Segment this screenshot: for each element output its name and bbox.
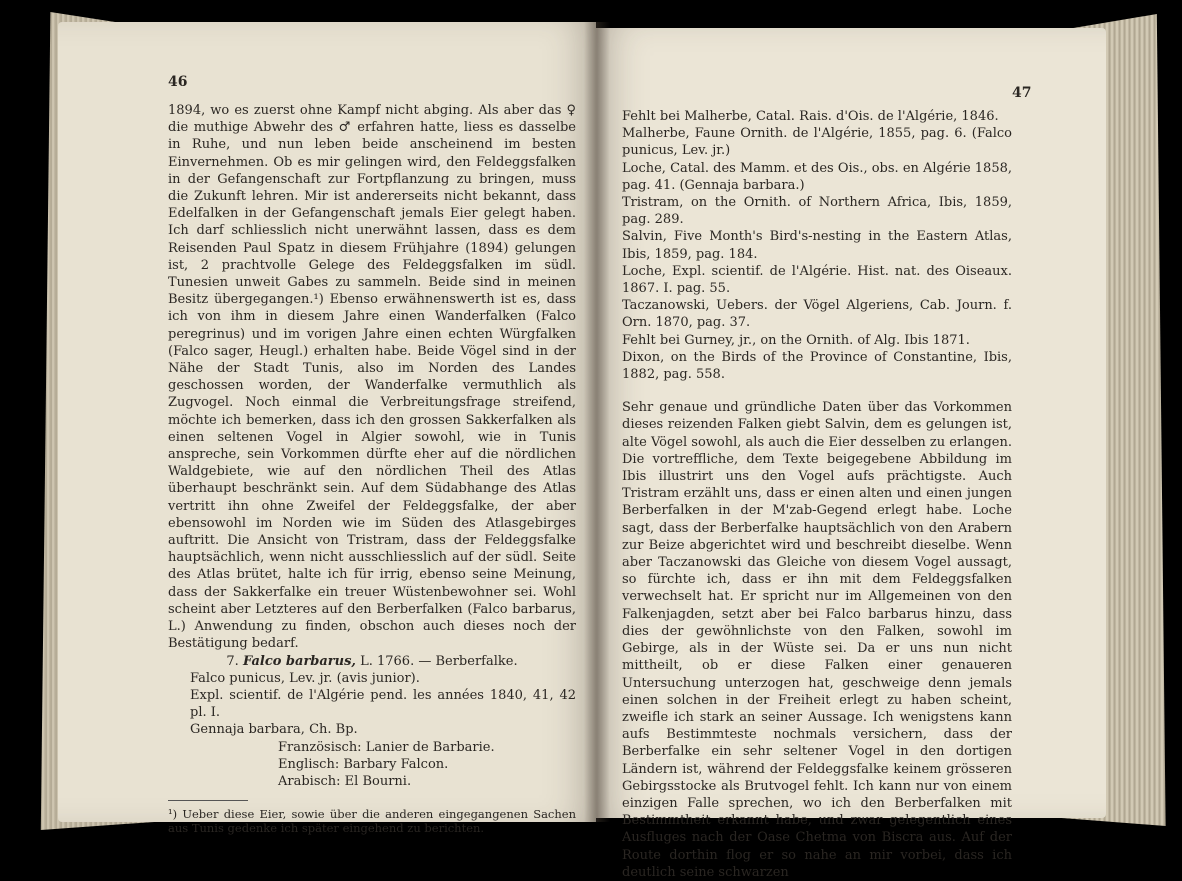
right-paragraph: Sehr genaue und gründliche Daten über das Vorkommen dieses reizenden Falken giebt Salvin, dem es gelungen ist, alte Vögel sowohl, als auch die Eier desselben zu erlangen. Die vortreffliche, dem Texte beigegebene Abbildung im Ibis illustrirt uns den Vogel aufs prächtigste. Auch Tristram erzählt uns, dass er einen alten und einen jungen Berberfalken in der M'zab-Gegend erlegt habe. Loche sagt, dass der Berberfalke hauptsächlich von den Arabern zur Beize abgerichtet wird und beschreibt dieselbe. Wenn aber Taczanowski das Gleiche von diesem Vogel aussagt, so fürchte ich, dass er ihn mit dem Feldeggsfalken verwechselt hat. Er spricht nur im Allgemeinen von den Falkenjagden, setzt aber bei Falco barbarus hinzu, dass dies der gewöhnlichste von den Falken, sowohl im Gebirge, als in der Wüste sei. Da er uns nun nicht mittheilt, ob er diese Falken einer genaueren Untersuchung unterzogen hat, geschweige denn jemals einen solchen in der Freiheit erlegt zu haben scheint, zweifle ich stark an seiner Aussage. Ich wenigstens kann aufs Bestimmteste nochmals versichern, dass der Berberfalke ein sehr seltener Vogel in den dortigen Ländern ist, während der Feldeggsfalke keinem grösseren Gebirgsstocke als Brutvogel fehlt. Ich kann nur von einem einzigen Falle sprechen, wo ich den Berberfalken mit Bestimmtheit erkannt habe, und zwar gelegentlich eines Ausfluges nach der Oase Chetma von Biscra aus. Auf der Route dorthin flog er so nahe an mir vorbei, dass ich deutlich seine schwarzen: [622, 400, 1012, 880]
reference-entry: Salvin, Five Month's Bird's-nesting in the Eastern Atlas, Ibis, 1859, pag. 184.: [622, 229, 1012, 262]
reference-entry: Malherbe, Faune Ornith. de l'Algérie, 1855, pag. 6. (Falco punicus, Lev. jr.): [622, 126, 1012, 159]
reference-entry: Dixon, on the Birds of the Province of Constantine, Ibis, 1882, pag. 558.: [622, 349, 1012, 383]
reference-entry: Tristram, on the Ornith. of Northern Africa, Ibis, 1859, pag. 289.: [622, 195, 1012, 228]
vernacular-name: Arabisch: El Bourni.: [278, 773, 412, 789]
reference-entry: Taczanowski, Uebers. der Vögel Algeriens, Cab. Journ. f. Orn. 1870, pag. 37.: [622, 298, 1012, 331]
book-gutter: [584, 22, 610, 822]
synonym-line: Gennaja barbara, Ch. Bp.: [190, 722, 358, 738]
reference-entry: Fehlt bei Gurney, jr., on the Ornith. of Alg. Ibis 1871.: [622, 332, 970, 348]
species-heading: [168, 653, 576, 670]
synonym-line: Falco punicus, Lev. jr. (avis junior).: [190, 670, 420, 686]
vernacular-name: Englisch: Barbary Falcon.: [278, 756, 449, 772]
left-paragraph: 1894, wo es zuerst ohne Kampf nicht abging. Als aber das ♀ die muthige Abwehr des ♂ erfahren hatte, liess es dasselbe in Ruhe, und nun leben beide anscheinend im besten Einvernehmen. Ob es mir gelingen wird, den Feldeggsfalken in der Gefangenschaft zur Fortpflanzung zu bringen, muss die Zukunft lehren. Mir ist andererseits nicht bekannt, dass Edelfalken in der Gefangenschaft jemals Eier gelegt haben. Ich darf schliesslich nicht unerwähnt lassen, dass es dem Reisenden Paul Spatz in diesem Frühjahre (1894) gelungen ist, 2 prachtvolle Gelege des Feldeggsfalken im südl. Tunesien unweit Gabes zu sammeln. Beide sind in meinen Besitz übergegangen.¹) Ebenso erwähnenswerth ist es, dass ich von ihm in diesem Jahre einen Wanderfalken (Falco peregrinus) und im vorigen Jahre einen echten Würgfalken (Falco sager, Heugl.) erhalten habe. Beide Vögel sind in der Nähe der Stadt Tunis, also im Norden des Landes geschossen worden, der Wanderfalke vermuthlich als Zugvogel. Noch einmal die Verbreitungsfrage streifend, möchte ich bemerken, dass ich den grossen Sakkerfalken als einen seltenen Vogel in Algier sowohl, wie in Tunis anspreche, sein Vorkommen dürfte eher auf die nördlichen Waldgebiete, wie auf den nördlichen Theil des Atlas überhaupt beschränkt sein. Auf dem Südabhange des Atlas vertritt ihn ohne Zweifel der Feldeggsfalke, der aber ebensowohl im Norden wie im Süden des Atlasgebirges auftritt. Die Ansicht von Tristram, dass der Feldeggsfalke hauptsächlich, wenn nicht ausschliesslich auf der südl. Seite des Atlas brütet, halte ich für irrig, ebenso seine Meinung, dass der Sakkerfalke ein treuer Wüstenbewohner sei. Wohl scheint aber Letzteres auf den Berberfalken (Falco barbarus, L.) Anwendung zu finden, obschon auch dieses noch der Bestätigung bedarf.: [168, 103, 576, 652]
reference-entry: Loche, Catal. des Mamm. et des Ois., obs. en Algérie 1858, pag. 41. (Gennaja barbara.): [622, 160, 1012, 193]
heading-species: Falco barbarus,: [242, 653, 356, 669]
heading-number: 7.: [226, 653, 239, 669]
reference-entry: Loche, Expl. scientif. de l'Algérie. Hist. nat. des Oiseaux. 1867. I. pag. 55.: [622, 263, 1012, 297]
reference-entry: Fehlt bei Malherbe, Catal. Rais. d'Ois. de l'Algérie, 1846.: [622, 109, 999, 124]
vernacular-name: Französisch: Lanier de Barbarie.: [278, 739, 495, 755]
synonym-line: Expl. scientif. de l'Algérie pend. les années 1840, 41, 42 pl. I.: [190, 687, 576, 721]
section-spacer: [622, 383, 1012, 399]
left-text-column: [168, 102, 576, 835]
footnote: ¹) Ueber diese Eier, sowie über die anderen eingegangenen Sachen aus Tunis gedenke ich später eingehend zu berichten.: [168, 807, 576, 836]
footnote-rule: [168, 800, 248, 801]
right-text-column: [622, 108, 1012, 881]
heading-rest: L. 1766. — Berberfalke.: [360, 653, 518, 669]
page-number-right: 47: [1012, 85, 1032, 101]
page-number-left: 46: [168, 74, 188, 90]
